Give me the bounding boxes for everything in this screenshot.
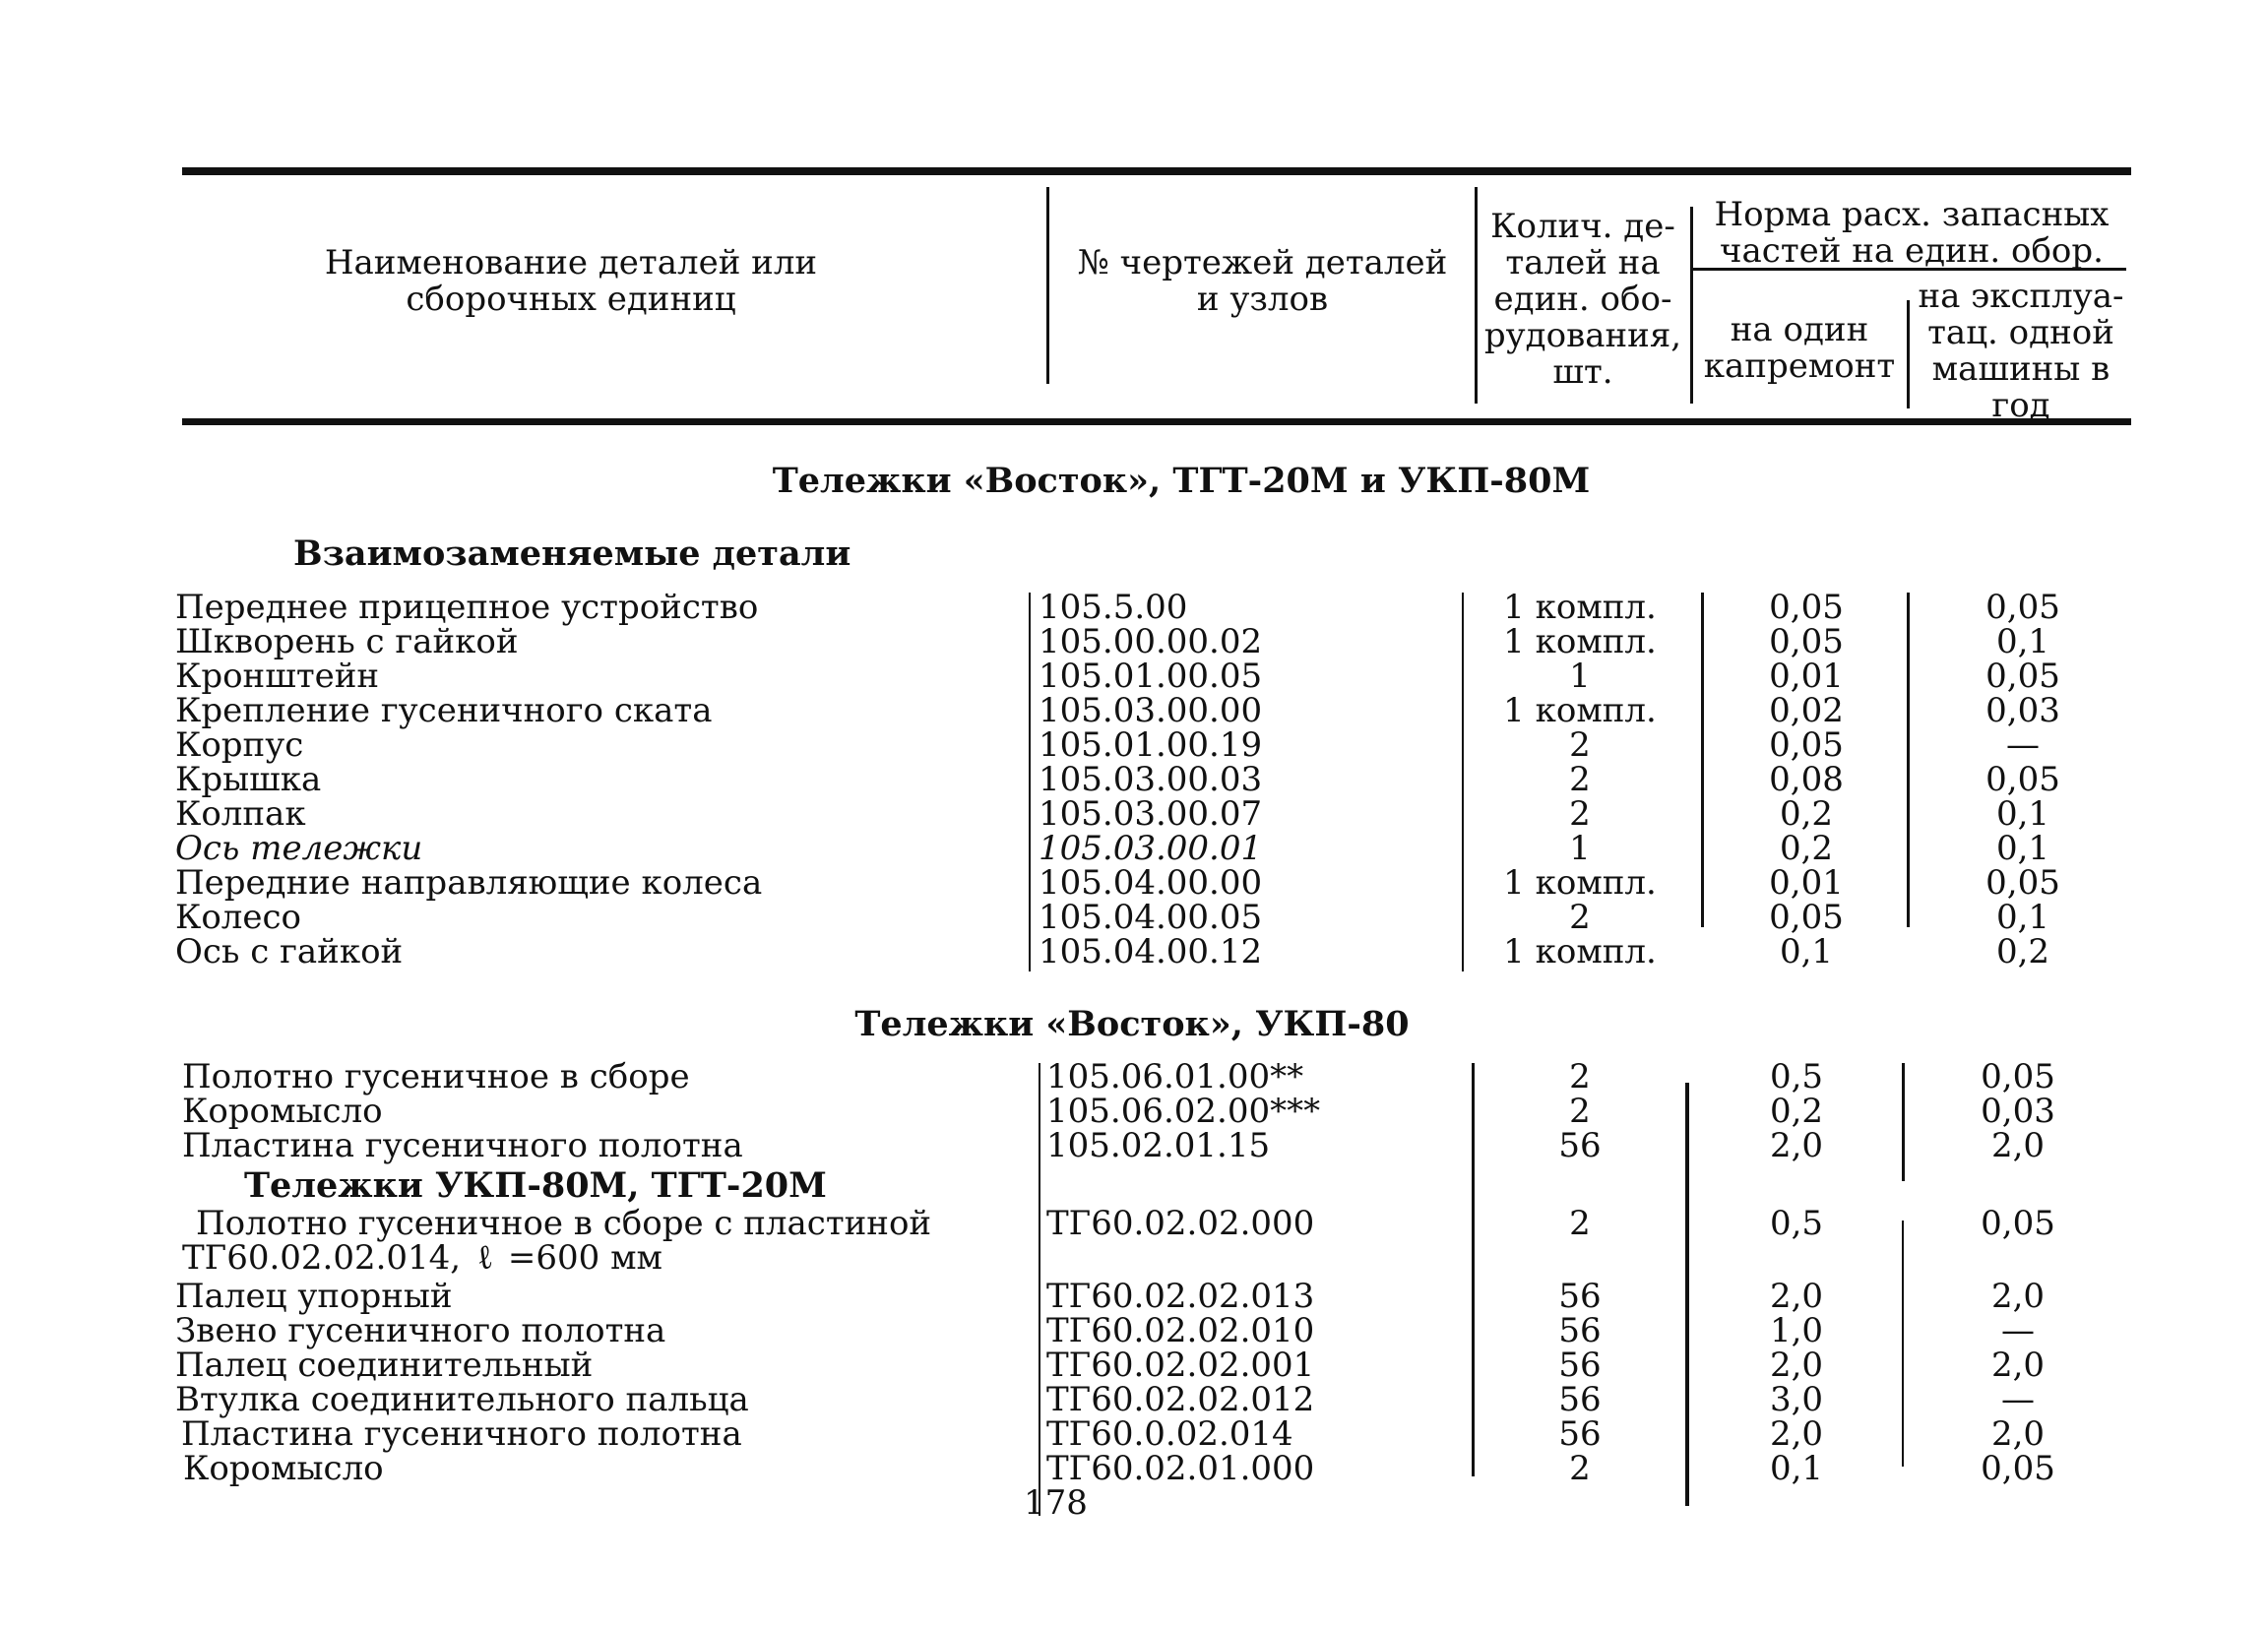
s2-divider-2 bbox=[1472, 1063, 1475, 1476]
s3-first-row-repair: 0,5 bbox=[1769, 1204, 1824, 1243]
s1-divider-2 bbox=[1462, 593, 1464, 971]
list-item: Крепление гусеничного ската bbox=[175, 691, 713, 730]
header-col-drawing: № чертежей деталей и узлов bbox=[1077, 243, 1448, 319]
list-item: Коромысло bbox=[183, 1449, 384, 1488]
list-item: Кронштейн bbox=[175, 657, 380, 696]
list-item: Втулка соединительного пальца bbox=[175, 1380, 749, 1419]
header-divider-1 bbox=[1046, 187, 1049, 384]
s1-divider-1 bbox=[1029, 593, 1031, 971]
section1-title: Тележки «Восток», ТГТ-20М и УКП-80М bbox=[772, 461, 1591, 501]
s2-divider-3 bbox=[1685, 1083, 1689, 1506]
header-col-norm: Норма расх. запасных частей на един. обор. bbox=[1714, 195, 2110, 271]
s1-qty: 1 компл. 1 компл. 1 1 компл. 2 2 2 1 1 компл. 2 1 компл. bbox=[1503, 588, 1657, 971]
s3-first-row-year: 0,05 bbox=[1981, 1204, 2055, 1243]
list-item: Корпус bbox=[175, 725, 304, 765]
s2-names bbox=[182, 1057, 743, 1165]
s1-divider-4 bbox=[1907, 593, 1910, 927]
list-item: Палец упорный bbox=[175, 1277, 453, 1316]
list-item: Полотно гусеничное в сборе bbox=[182, 1057, 690, 1096]
page-number: 178 bbox=[1024, 1483, 1088, 1523]
list-item: Пластина гусеничного полотна bbox=[181, 1414, 742, 1454]
s3-first-row-drawing: ТГ60.02.02.000 bbox=[1046, 1204, 1315, 1243]
s3-qty: 56 56 56 56 56 2 bbox=[1558, 1277, 1602, 1488]
list-item: Ось с гайкой bbox=[175, 932, 404, 971]
section3-title: Тележки УКП-80М, ТГТ-20М bbox=[244, 1165, 827, 1206]
header-col-name: Наименование деталей или сборочных единиц bbox=[324, 243, 818, 319]
list-item: Передние направляющие колеса bbox=[175, 863, 763, 903]
list-item: Колесо bbox=[175, 898, 302, 937]
s1-repair: 0,05 0,05 0,01 0,02 0,05 0,08 0,2 0,2 0,01 0,05 0,1 bbox=[1769, 588, 1844, 971]
list-item: Крышка bbox=[175, 760, 322, 799]
header-divider-3 bbox=[1690, 207, 1693, 404]
s3-repair: 2,0 1,0 2,0 3,0 2,0 0,1 bbox=[1769, 1277, 1824, 1488]
header-bottom-rule bbox=[182, 418, 2131, 425]
s2-qty: 2 2 56 bbox=[1558, 1057, 1602, 1165]
header-divider-2 bbox=[1475, 187, 1478, 404]
section1-subtitle: Взаимозаменяемые детали bbox=[293, 533, 851, 574]
list-item: Коромысло bbox=[182, 1092, 383, 1131]
list-item: Ось тележки bbox=[175, 829, 423, 868]
s3-names bbox=[175, 1277, 749, 1488]
list-item: Пластина гусеничного полотна bbox=[182, 1126, 743, 1165]
list-item: Звено гусеничного полотна bbox=[175, 1311, 666, 1350]
list-item: Переднее прицепное устройство bbox=[175, 588, 759, 627]
s1-divider-3 bbox=[1701, 593, 1704, 927]
s3-drawings: ТГ60.02.02.013 ТГ60.02.02.010 ТГ60.02.02.001 ТГ60.02.02.012 ТГ60.0.02.014 ТГ60.02.01.000 bbox=[1046, 1277, 1315, 1488]
s2-year: 0,05 0,03 2,0 bbox=[1981, 1057, 2055, 1165]
s2-divider-1 bbox=[1039, 1063, 1040, 1516]
s1-drawings: 105.5.00 105.00.00.02 105.01.00.05 105.03.00.00 105.01.00.19 105.03.00.03 105.03.00.07 105.03.00.01 105.04.00.00 105.04.00.05 105.04.00.12 bbox=[1039, 588, 1263, 971]
s2-repair: 0,5 0,2 2,0 bbox=[1769, 1057, 1824, 1165]
s3-divider-4 bbox=[1902, 1221, 1904, 1467]
top-rule bbox=[182, 167, 2131, 175]
s3-year: 2,0 — 2,0 — 2,0 0,05 bbox=[1981, 1277, 2055, 1488]
header-col-norm-year: на эксплуа- тац. одной машины в год bbox=[1918, 277, 2124, 425]
s3-first-row-name: Полотно гусеничное в сборе с пластиной ТГ60.02.02.014, ℓ =600 мм bbox=[182, 1204, 932, 1280]
s1-names bbox=[175, 588, 763, 971]
header-col-norm-repair: на один капремонт bbox=[1703, 310, 1896, 386]
list-item: Палец соединительный bbox=[175, 1346, 594, 1385]
s2-drawings: 105.06.01.00** 105.06.02.00*** 105.02.01.15 bbox=[1046, 1057, 1321, 1165]
s1-year: 0,05 0,1 0,05 0,03 — 0,05 0,1 0,1 0,05 0,1 0,2 bbox=[1985, 588, 2060, 971]
header-col-qty: Колич. де- талей на един. обо- рудования, шт. bbox=[1483, 207, 1682, 392]
section2-title: Тележки «Восток», УКП-80 bbox=[854, 1004, 1410, 1044]
list-item: Шкворень с гайкой bbox=[175, 622, 519, 661]
header-divider-4 bbox=[1907, 300, 1910, 408]
s3-first-row-qty: 2 bbox=[1569, 1204, 1591, 1243]
s2-divider-4 bbox=[1902, 1063, 1905, 1181]
list-item: Колпак bbox=[175, 794, 306, 834]
length-symbol-icon: ℓ bbox=[471, 1236, 497, 1280]
